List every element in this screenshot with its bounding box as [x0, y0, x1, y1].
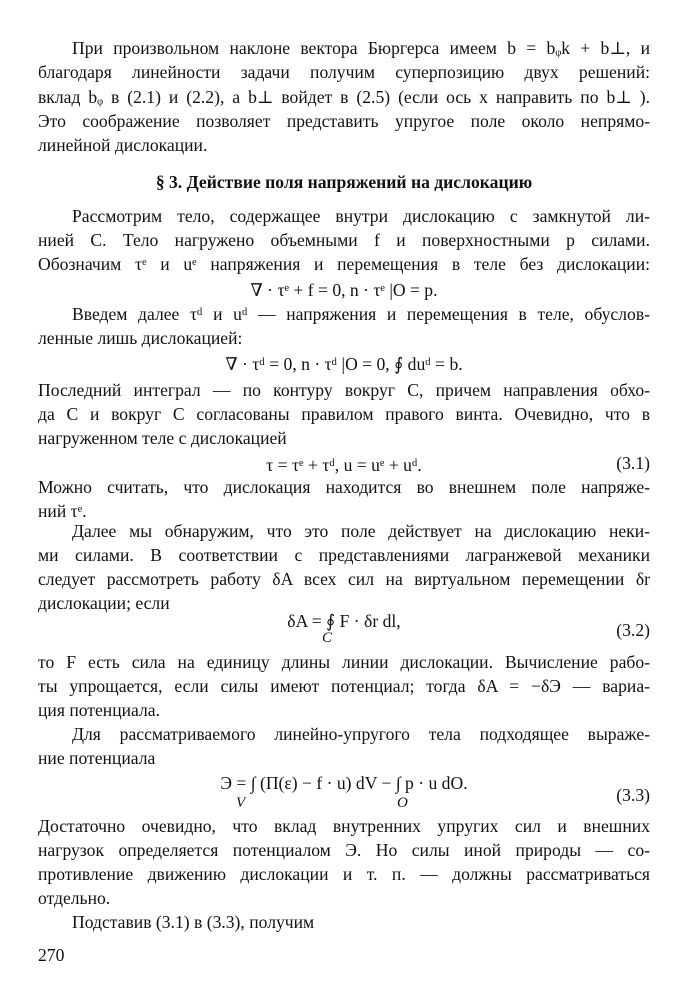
equation-number: (3.2) [616, 620, 650, 640]
equation: Э = ∫ (Π(ε) − f · u) dV − ∫ p · u dO. [220, 773, 468, 793]
text-line: дислокации; если [38, 593, 170, 613]
equation: ∇ · τᵈ = 0, n · τᵈ |O = 0, ∮ duᵈ = b. [225, 354, 463, 374]
text-line: Подставив (3.1) в (3.3), получим [72, 912, 315, 932]
equation-number: (3.3) [616, 785, 650, 805]
text-line: Рассмотрим тело, содержащее внутри дислокацию с замкнутой ли- [72, 206, 650, 226]
text-line: Далее мы обнаружим, что это поле действует на дислокацию неки- [72, 521, 650, 541]
text-line: вклад bᵩ в (2.1) и (2.2), а b⊥ войдет в (2.5) (если ось x направить по b⊥ ). [38, 87, 650, 107]
equation: ∇ · τᵉ + f = 0, n · τᵉ |O = p. [250, 280, 438, 300]
page-number: 270 [38, 945, 65, 965]
text-line: ция потенциала. [38, 700, 160, 720]
text-line: противление движению дислокации и т. п. — должны рассматриваться [38, 864, 650, 884]
text-line: следует рассмотреть работу δA всех сил на виртуальном перемещении δr [38, 569, 650, 589]
text-line: Можно считать, что дислокация находится во внешнем поле напряже- [38, 477, 650, 497]
text-line: нией C. Тело нагружено объемными f и поверхностными p силами. [38, 230, 650, 250]
equation-number: (3.1) [616, 453, 650, 473]
text-line: то F есть сила на единицу длины линии дислокации. Вычисление рабо- [38, 652, 650, 672]
text-line: ми силами. В соответствии с представлениями лагранжевой механики [38, 545, 650, 565]
integral-limit: O [397, 795, 408, 811]
text-line: ты упрощается, если силы имеют потенциал; тогда δA = −δЭ — вариа- [38, 676, 650, 696]
text-line: Введем далее τᵈ и uᵈ — напряжения и перемещения в теле, обуслов- [72, 304, 650, 324]
text-line: ний τᵉ. [38, 501, 87, 521]
text-line: Для рассматриваемого линейно-упругого тела подходящее выраже- [72, 724, 650, 744]
equation: δA = ∮ F · δr dl, [287, 611, 401, 631]
integral-limit: C [321, 630, 332, 646]
text-line: Это соображение позволяет представить упругое поле около непрямо- [38, 111, 650, 131]
text-line: Обозначим τᵉ и uᵉ напряжения и перемещения в теле без дислокации: [38, 254, 650, 274]
text-line: благодаря линейности задачи получим суперпозицию двух решений: [38, 62, 650, 82]
text-line: Последний интеграл — по контуру вокруг C, причем направления обхо- [38, 380, 650, 400]
text-line: линейной дислокации. [38, 135, 208, 155]
text-line: ние потенциала [38, 748, 156, 768]
equation: τ = τᵉ + τᵈ, u = uᵉ + uᵈ. [266, 455, 422, 475]
text-line: нагрузок определяется потенциалом Э. Но силы иной природы — со- [38, 840, 650, 860]
text-line: да C и вокруг C согласованы правилом правого винта. Очевидно, что в [38, 404, 650, 424]
text-line: При произвольном наклоне вектора Бюргерса имеем b = bᵩk + b⊥, и [72, 38, 650, 58]
text-line: ленные лишь дислокацией: [38, 328, 243, 348]
text-line: отдельно. [38, 888, 111, 908]
integral-limit: V [236, 795, 246, 811]
text-line: нагруженном теле с дислокацией [38, 428, 287, 448]
text-line: Достаточно очевидно, что вклад внутренних упругих сил и внешних [38, 816, 650, 836]
section-heading: § 3. Действие поля напряжений на дислокацию [155, 172, 533, 192]
